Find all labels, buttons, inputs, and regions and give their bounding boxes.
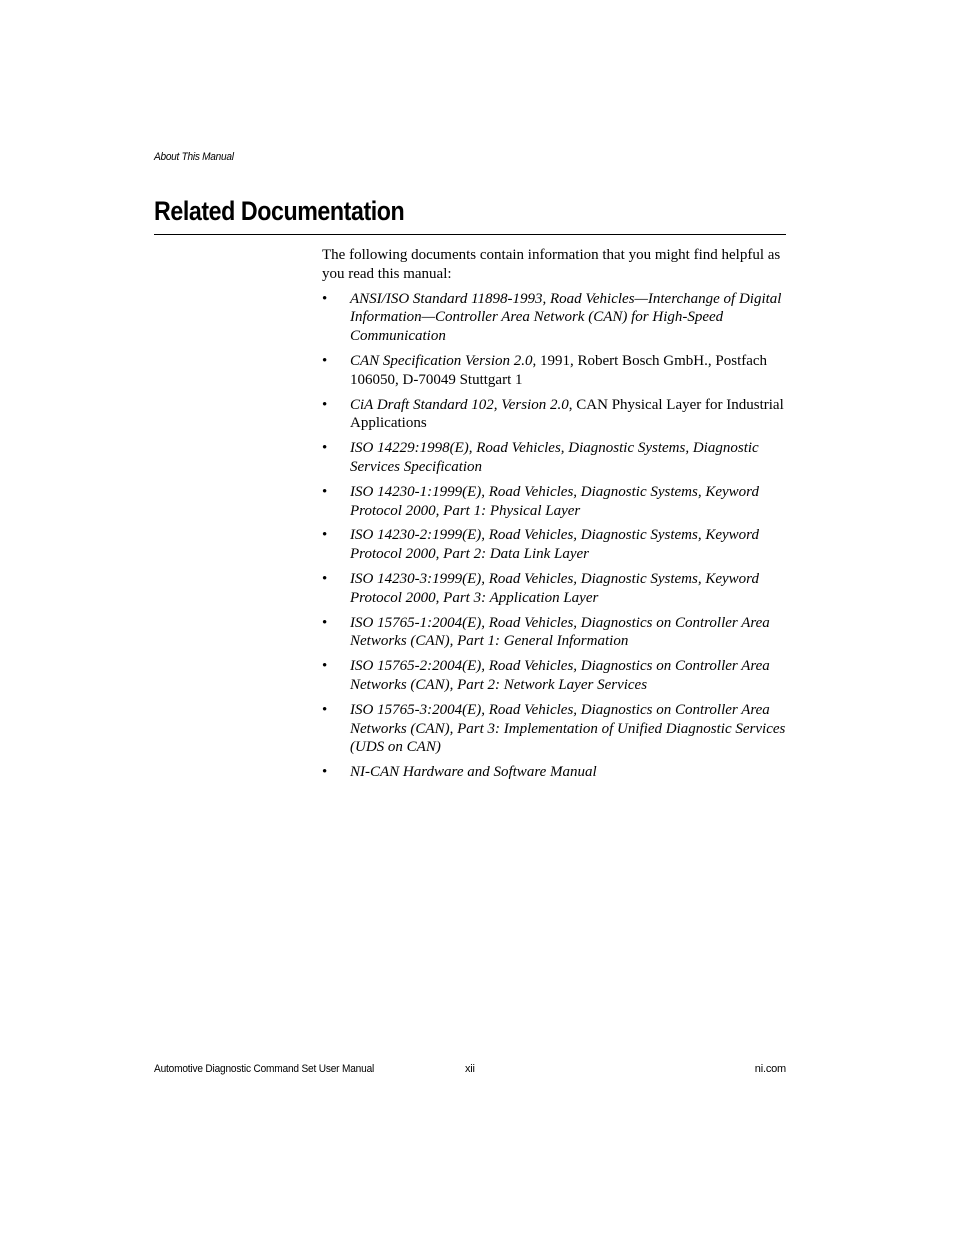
footer-manual-title: Automotive Diagnostic Command Set User Manual [154, 1063, 375, 1075]
list-item [322, 352, 786, 390]
list-item [322, 763, 786, 782]
list-item [322, 439, 786, 477]
bullet-icon: • [322, 658, 328, 675]
bullet-icon: • [322, 527, 328, 544]
document-title: NI-CAN Hardware and Software Manual [350, 764, 597, 781]
document-title: ISO 15765-1:2004(E), Road Vehicles, Diagnostics on Controller Area Networks (CAN), Part 1: General Information [350, 614, 770, 650]
document-detail: , CAN Physical Layer for Industrial Applications [350, 396, 784, 432]
document-title: CAN Specification Version 2.0 [350, 352, 533, 369]
footer-website: ni.com [754, 1063, 786, 1075]
title-rule [154, 234, 786, 235]
bullet-icon: • [322, 614, 328, 631]
list-item [322, 657, 786, 695]
bullet-icon: • [322, 290, 328, 307]
list-item [322, 614, 786, 652]
document-title: ISO 14230-1:1999(E), Road Vehicles, Diagnostic Systems, Keyword Protocol 2000, Part 1: Physical Layer [350, 483, 759, 519]
list-item [322, 570, 786, 608]
document-detail: , 1991, Robert Bosch GmbH., Postfach 106050, D-70049 Stuttgart 1 [350, 352, 768, 388]
bullet-icon: • [322, 701, 328, 718]
bullet-icon: • [322, 483, 328, 500]
document-title: ANSI/ISO Standard 11898-1993, Road Vehicles—Interchange of Digital Information—Controller Area Network (CAN) for High-Speed Communication [350, 290, 782, 345]
document-title: CiA Draft Standard 102, Version 2.0 [350, 396, 569, 413]
list-item [322, 290, 786, 346]
list-item [322, 701, 786, 757]
bullet-icon: • [322, 570, 328, 587]
bullet-icon: • [322, 352, 328, 369]
related-documents-list [322, 290, 786, 782]
document-title: ISO 14229:1998(E), Road Vehicles, Diagnostic Systems, Diagnostic Services Specification [350, 440, 759, 475]
document-title: ISO 14230-2:1999(E), Road Vehicles, Diagnostic Systems, Keyword Protocol 2000, Part 2: Data Link Layer [350, 527, 759, 563]
body-column [322, 246, 786, 788]
list-item [322, 483, 786, 521]
document-title: ISO 14230-3:1999(E), Road Vehicles, Diagnostic Systems, Keyword Protocol 2000, Part 3: Application Layer [350, 570, 759, 606]
footer-page-number: xii [465, 1063, 475, 1075]
bullet-icon: • [322, 440, 328, 457]
bullet-icon: • [322, 764, 328, 781]
bullet-icon: • [322, 396, 328, 413]
document-title: ISO 15765-2:2004(E), Road Vehicles, Diagnostics on Controller Area Networks (CAN), Part 2: Network Layer Services [350, 658, 770, 693]
list-item [322, 526, 786, 564]
intro-paragraph: The following documents contain information that you might find helpful as you read this manual: [322, 247, 781, 282]
running-header: About This Manual [154, 151, 234, 163]
list-item [322, 396, 786, 434]
document-title: ISO 15765-3:2004(E), Road Vehicles, Diagnostics on Controller Area Networks (CAN), Part 3: Implementation of Unified Diagnostic Services (UDS on CAN) [350, 701, 786, 756]
section-title: Related Documentation [154, 196, 405, 226]
